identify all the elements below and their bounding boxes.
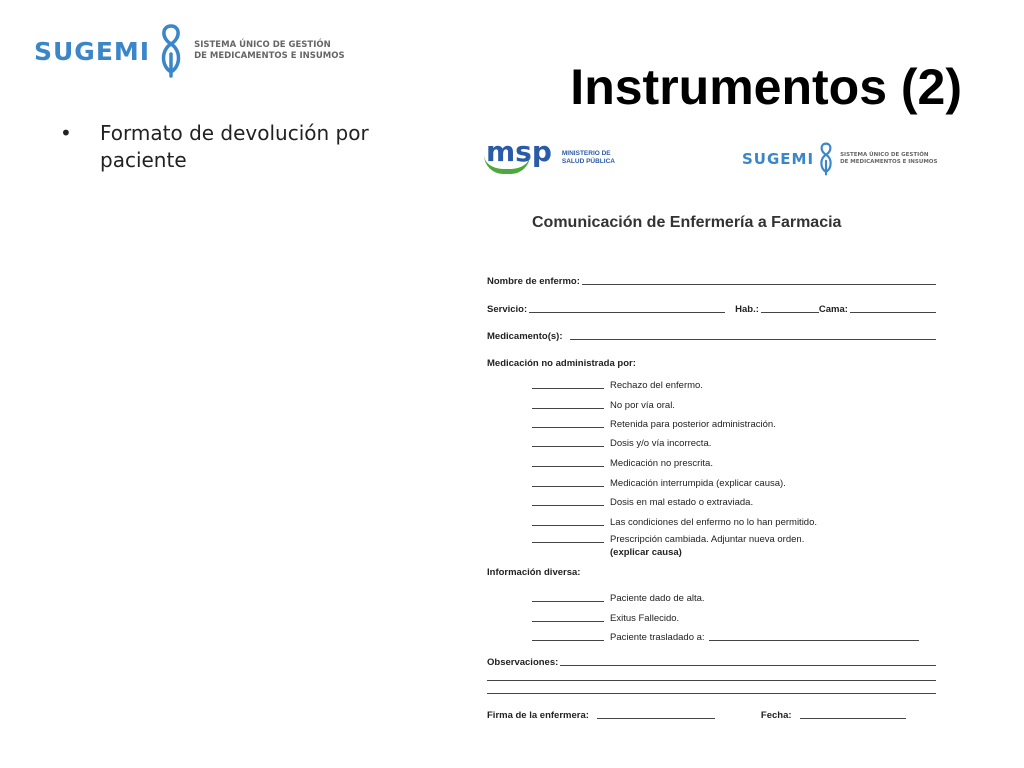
- observaciones-line: [487, 693, 936, 694]
- firma-field: [487, 710, 936, 721]
- reason-item: Dosis y/o vía incorrecta.: [532, 438, 711, 449]
- no-admin-heading: Medicación no administrada por:: [487, 358, 636, 369]
- observaciones-field: [487, 657, 936, 668]
- msp-mark: msp: [486, 138, 552, 166]
- form-title: Comunicación de Enfermería a Farmacia: [532, 214, 842, 231]
- hab-label: Hab.:: [735, 304, 759, 315]
- slide-title: Instrumentos (2): [570, 59, 962, 115]
- reason-item: Medicación interrumpida (explicar causa).: [532, 478, 786, 489]
- msp-logo: [486, 135, 615, 168]
- nombre-field: [487, 276, 936, 287]
- form-document: [480, 130, 950, 730]
- info-item: Paciente dado de alta.: [532, 593, 705, 604]
- reason-item: Rechazo del enfermo.: [532, 380, 703, 391]
- reason-item: Prescripción cambiada. Adjuntar nueva orden.: [532, 534, 804, 545]
- info-item: Paciente trasladado a:: [532, 632, 919, 643]
- info-item: Exitus Fallecido.: [532, 613, 679, 624]
- servicio-label: Servicio:: [487, 304, 528, 315]
- bullet-item: [60, 120, 400, 174]
- observaciones-line: [487, 680, 936, 681]
- msp-text: MINISTERIO DE SALUD PÚBLICA: [561, 150, 615, 166]
- observaciones-label: Observaciones:: [487, 657, 559, 668]
- info-heading: Información diversa:: [487, 567, 581, 578]
- sugemi-wordmark: SUGEMI: [34, 36, 151, 66]
- cama-label: Cama:: [818, 304, 848, 315]
- sugemi-tagline: SISTEMA ÚNICO DE GESTIÓN DE MEDICAMENTOS E INSUMOS: [194, 39, 345, 61]
- reason-item: Retenida para posterior administración.: [532, 419, 776, 430]
- form-sugemi-tagline: SISTEMA ÚNICO DE GESTIÓN DE MEDICAMENTOS E INSUMOS: [840, 151, 938, 165]
- reason-note: (explicar causa): [610, 547, 682, 558]
- reason-item: Dosis en mal estado o extraviada.: [532, 497, 753, 508]
- bullet-dot: •: [60, 121, 72, 145]
- reason-item: No por vía oral.: [532, 400, 675, 411]
- form-sugemi-logo: [742, 142, 937, 176]
- servicio-field: [487, 304, 936, 315]
- reason-item: Las condiciones del enfermo no lo han permitido.: [532, 517, 817, 528]
- medicamento-label: Medicamento(s):: [487, 331, 563, 342]
- sugemi-symbol-icon: [158, 24, 184, 78]
- form-sugemi-symbol-icon: [818, 142, 834, 176]
- nombre-label: Nombre de enfermo:: [487, 276, 580, 287]
- medicamento-field: [487, 331, 936, 342]
- firma-label: Firma de la enfermera:: [487, 710, 589, 721]
- reason-item: Medicación no prescrita.: [532, 458, 713, 469]
- form-sugemi-wordmark: SUGEMI: [742, 150, 815, 168]
- fecha-label: Fecha:: [760, 710, 792, 721]
- sugemi-logo: [34, 24, 345, 78]
- bullet-text: Formato de devolución por paciente: [100, 121, 369, 172]
